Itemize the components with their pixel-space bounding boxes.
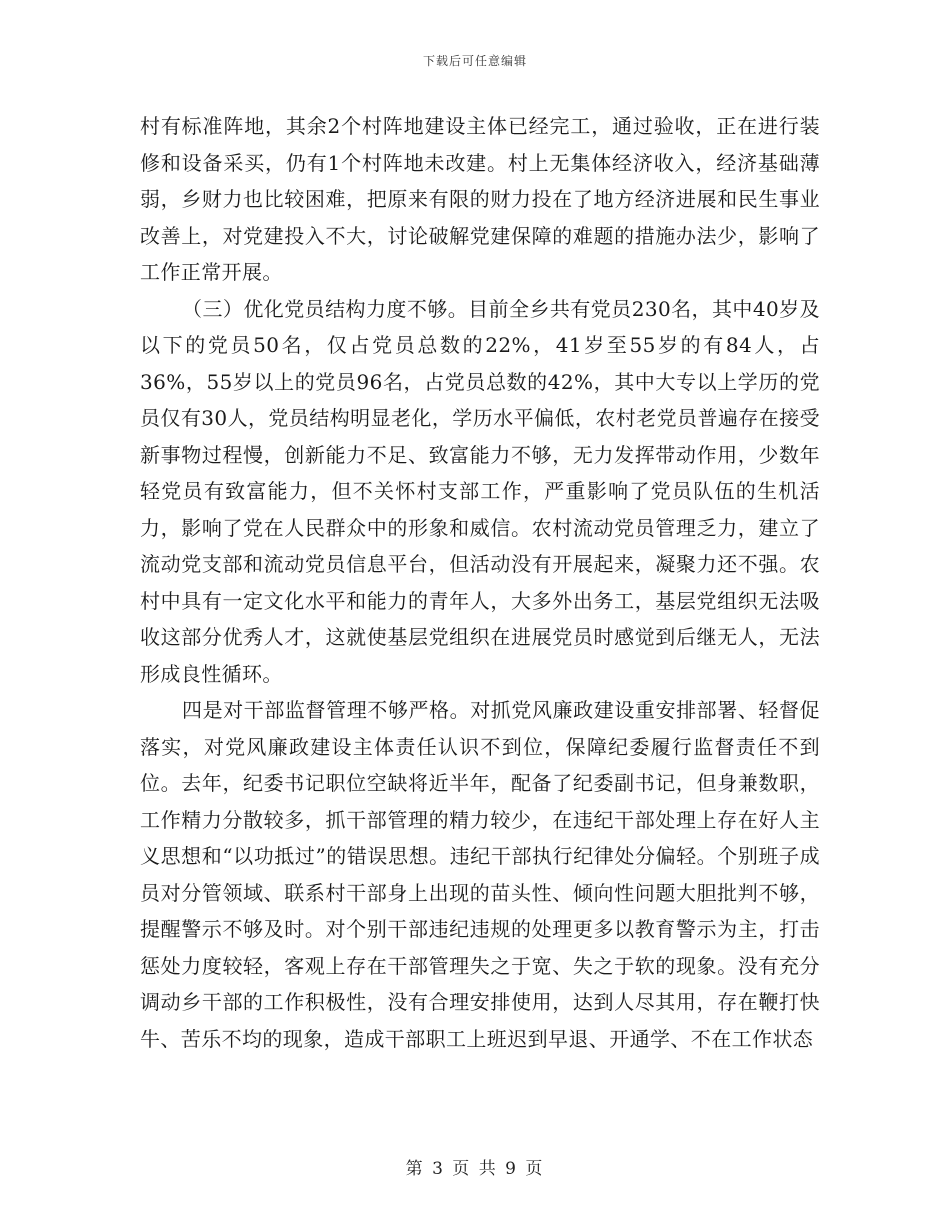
page-number: 第 3 页 共 9 页 bbox=[405, 1159, 545, 1179]
page-header: 下载后可任意编辑 bbox=[422, 54, 527, 68]
paragraph-cadre-supervision: 四是对干部监督管理不够严格。对抓党风廉政建设重安排部署、轻督促落实，对党风廉政建设主体责任认识不到位，保障纪委履行监督责任不到位。去年，纪委书记职位空缺将近半年，配备了纪委副书记，但身兼数职，工作精力分散较多，抓干部管理的精力较少，在违纪干部处理上存在好人主义思想和“以功抵过”的错误思想。违纪干部执行纪律处分偏轻。个别班子成员对分管领域、联系村干部身上出现的苗头性、倾向性问题大胆批判不够，提醒警示不够及时。对个别干部违纪违规的处理更多以教育警示为主，打击惩处力度较轻，客观上存在干部管理失之于宽、失之于软的现象。没有充分调动乡干部的工作积极性，没有合理安排使用，达到人尽其用，存在鞭打快牛、苦乐不均的现象，造成干部职工上班迟到早退、开通学、不在工作状态 bbox=[140, 698, 820, 1051]
document-body bbox=[140, 108, 820, 1057]
paragraph-continuation: 村有标准阵地，其余2个村阵地建设主体已经完工，通过验收，正在进行装修和设备采买，仍有1个村阵地未改建。村上无集体经济收入，经济基础薄弱，乡财力也比较困难，把原来有限的财力投在了地方经济进展和民生事业改善上，对党建投入不大，讨论破解党建保障的难题的措施办法少，影响了工作正常开展。 bbox=[140, 114, 820, 284]
paragraph-party-member-structure: （三）优化党员结构力度不够。目前全乡共有党员230名，其中40岁及以下的党员50名，仅占党员总数的22%，41岁至55岁的有84人，占36%，55岁以上的党员96名，占党员总数的42%，其中大专以上学历的党员仅有30人，党员结构明显老化，学历水平偏低，农村老党员普遍存在接受新事物过程慢，创新能力不足、致富能力不够，无力发挥带动作用，少数年轻党员有致富能力，但不关怀村支部工作，严重影响了党员队伍的生机活力，影响了党在人民群众中的形象和威信。农村流动党员管理乏力，建立了流动党支部和流动党员信息平台，但活动没有开展起来，凝聚力还不强。农村中具有一定文化水平和能力的青年人，大多外出务工，基层党组织无法吸收这部分优秀人才，这就使基层党组织在进展党员时感觉到后继无人，无法形成良性循环。 bbox=[140, 296, 820, 686]
